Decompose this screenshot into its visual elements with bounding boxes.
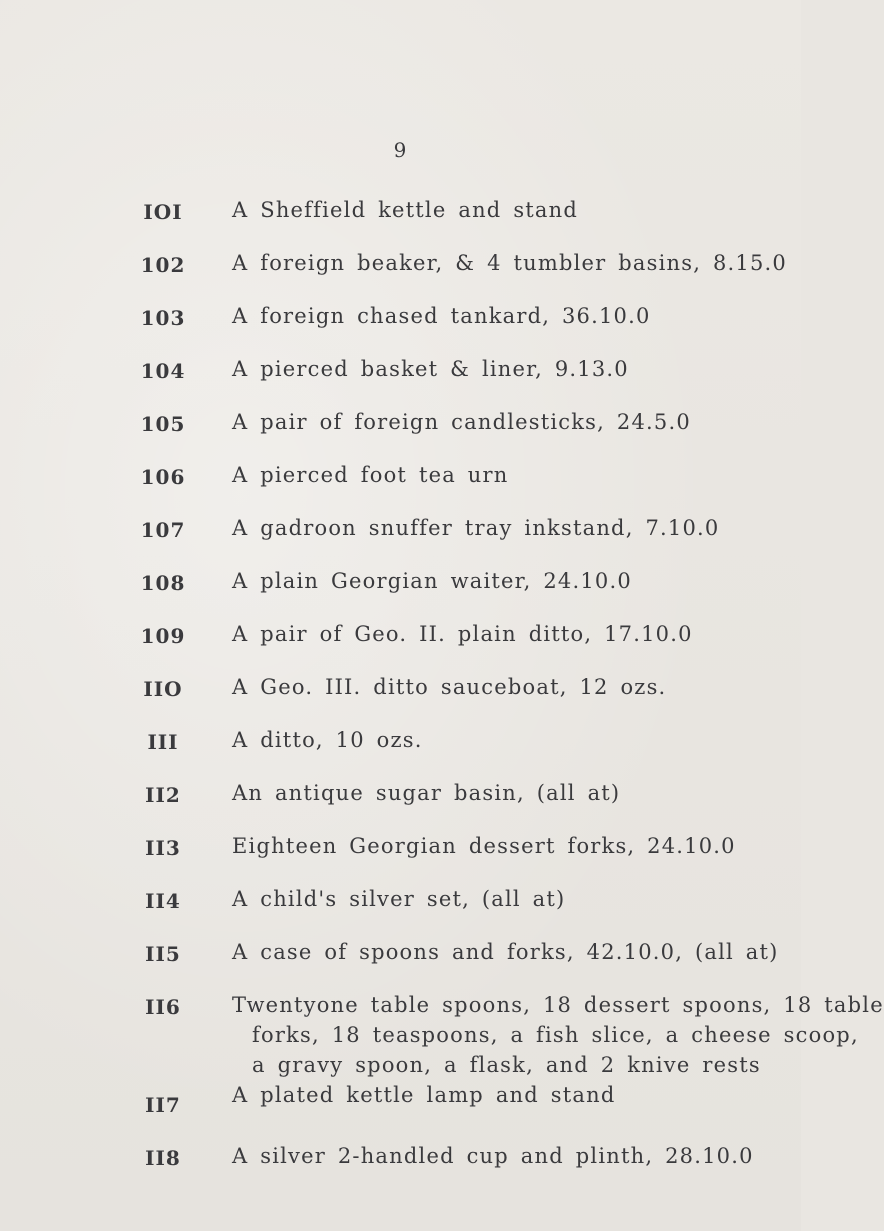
lot-description-line: Twentyone table spoons, 18 dessert spoons, 18 table	[232, 993, 884, 1017]
lot-number: III	[147, 730, 179, 754]
lot-description: An antique sugar basin, (all at)	[232, 781, 621, 805]
lot-number: II4	[145, 889, 181, 913]
lot-description: A silver 2-handled cup and plinth, 28.10.0	[232, 1144, 754, 1168]
lot-number: 106	[140, 465, 186, 489]
lot-number: 108	[140, 571, 186, 595]
lot-number: IIO	[143, 677, 183, 701]
lot-description-continuation: a gravy spoon, a flask, and 2 knive rests	[252, 1053, 761, 1077]
lot-number: II3	[145, 836, 181, 860]
lot-number: 105	[140, 412, 186, 436]
lot-number: II2	[145, 783, 181, 807]
lot-description: A foreign chased tankard, 36.10.0	[232, 304, 651, 328]
lot-description: A pierced basket & liner, 9.13.0	[232, 357, 629, 381]
lot-description: A foreign beaker, & 4 tumbler basins, 8.15.0	[232, 251, 787, 275]
lot-description: A plain Georgian waiter, 24.10.0	[232, 569, 632, 593]
lot-number: II7	[145, 1093, 181, 1117]
lot-number: 102	[140, 253, 186, 277]
page-number: 9	[393, 138, 408, 162]
lot-number: II6	[145, 995, 181, 1019]
lot-description: A plated kettle lamp and stand	[232, 1083, 616, 1107]
lot-description: A pair of foreign candlesticks, 24.5.0	[232, 410, 691, 434]
lot-number: II5	[145, 942, 181, 966]
lot-description: A pierced foot tea urn	[232, 463, 509, 487]
lot-description-continuation: forks, 18 teaspoons, a fish slice, a cheese scoop,	[252, 1023, 859, 1047]
lot-description: A Geo. III. ditto sauceboat, 12 ozs.	[232, 675, 667, 699]
lot-number: 104	[140, 359, 186, 383]
lot-description: A Sheffield kettle and stand	[232, 198, 579, 222]
lot-description: A gadroon snuffer tray inkstand, 7.10.0	[232, 516, 720, 540]
lot-description: A case of spoons and forks, 42.10.0, (all at)	[232, 940, 779, 964]
lot-description: A pair of Geo. II. plain ditto, 17.10.0	[232, 622, 693, 646]
lot-number: 107	[140, 518, 186, 542]
lot-number: 109	[140, 624, 186, 648]
lot-description: A ditto, 10 ozs.	[232, 728, 423, 752]
lot-description: Eighteen Georgian dessert forks, 24.10.0	[232, 834, 736, 858]
lot-number: 103	[140, 306, 186, 330]
lot-description	[232, 990, 884, 1080]
lot-number: II8	[145, 1146, 181, 1170]
lot-description: A child's silver set, (all at)	[232, 887, 566, 911]
lot-number: IOI	[143, 200, 183, 224]
